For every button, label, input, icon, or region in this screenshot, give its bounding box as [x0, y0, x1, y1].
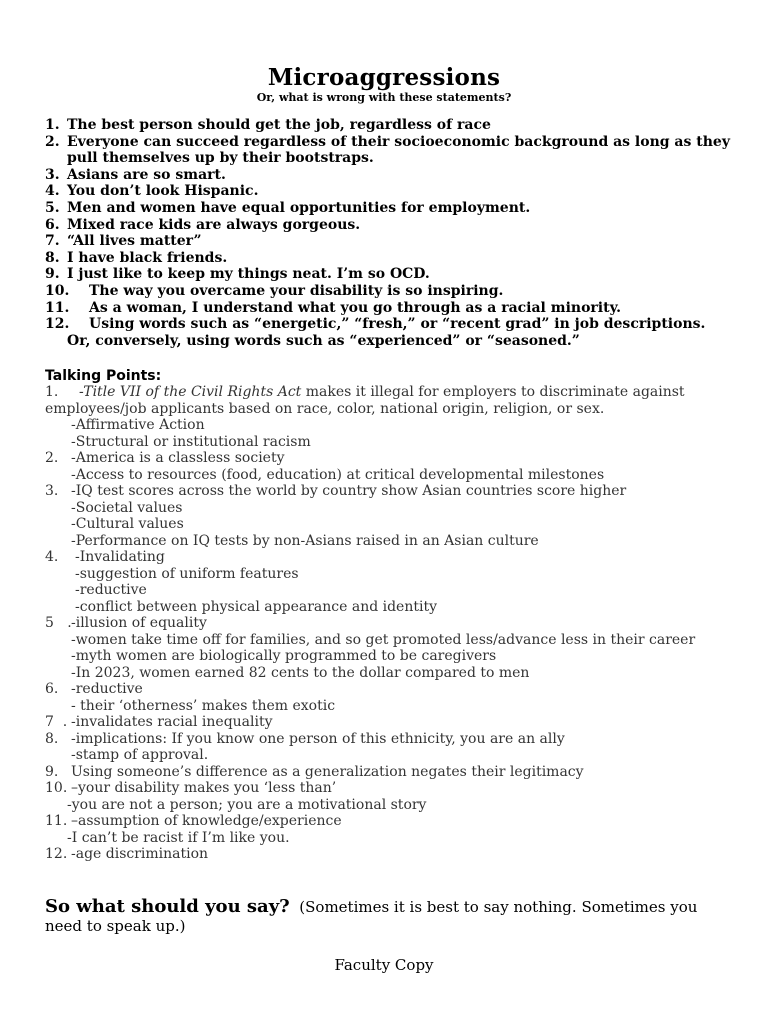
statement-text: The best person should get the job, regardless of race: [67, 117, 491, 133]
statement-item: [45, 283, 745, 300]
statement-text: Mixed race kids are always gorgeous.: [67, 216, 361, 233]
statement-text: The way you overcame your disability is so inspiring.: [89, 282, 504, 299]
talking-point-number: 4.: [45, 549, 59, 565]
talking-point-text: -reductive: [71, 681, 143, 697]
talking-point-line: [45, 582, 745, 599]
talking-point-line: [45, 632, 745, 649]
talking-point-text: -Cultural values: [71, 516, 184, 532]
talking-point-text: -Invalidating: [75, 549, 165, 565]
talking-point-line: [45, 566, 745, 583]
talking-point-text: -illusion of equality: [71, 615, 207, 631]
talking-point-number: 9.: [45, 763, 59, 780]
statement-item: [45, 167, 745, 184]
talking-point-text: -invalidates racial inequality: [71, 714, 273, 730]
statement-text: Using words such as “energetic,” “fresh,” or “recent grad” in job descriptions.: [89, 316, 706, 333]
statement-item: [45, 233, 745, 250]
talking-point-line: [45, 665, 745, 682]
talking-point-text: -Affirmative Action: [71, 417, 205, 433]
talking-point-number: 8.: [45, 730, 59, 747]
talking-point-line: [45, 797, 745, 814]
talking-point-text: -conflict between physical appearance and identity: [75, 598, 437, 615]
talking-point-line: [45, 500, 745, 517]
talking-point-number: 10.: [45, 780, 68, 796]
what-to-say-section: [45, 897, 725, 936]
statement-item: [45, 183, 745, 200]
talking-point-line: [45, 533, 745, 550]
statement-number: 8.: [45, 249, 60, 266]
talking-point-text: makes it illegal for employers to discriminate against: [301, 384, 685, 400]
statement-number: 12.: [45, 316, 70, 333]
talking-point-text: -Societal values: [71, 499, 183, 516]
talking-point-text: -myth women are biologically programmed to be caregivers: [71, 648, 497, 664]
talking-point-italic-text: -Title VII of the Civil Rights Act: [79, 384, 302, 400]
talking-point-text: -Performance on IQ tests by non-Asians raised in an Asian culture: [71, 532, 539, 549]
talking-point-text: -women take time off for families, and so get promoted less/advance less in their career: [71, 631, 696, 648]
talking-point-line: [45, 401, 745, 418]
talking-point-number: 6.: [45, 681, 59, 697]
statement-number: 1.: [45, 117, 60, 133]
talking-point-number: 5 .: [45, 615, 72, 631]
talking-point-line: [45, 483, 745, 500]
talking-point-line: [45, 764, 745, 781]
statement-text: Asians are so smart.: [67, 166, 226, 183]
talking-points-list: [45, 384, 745, 863]
statement-item: [45, 134, 745, 151]
talking-point-number: 12.: [45, 846, 68, 862]
statement-item: [45, 200, 745, 217]
talking-point-number: 3.: [45, 483, 59, 499]
page-title: Microaggressions: [267, 64, 501, 91]
talking-point-line: [45, 467, 745, 484]
talking-point-text: –your disability makes you ‘less than’: [71, 780, 337, 796]
statement-text: Or, conversely, using words such as “experienced” or “seasoned.”: [67, 332, 580, 349]
talking-point-text: Using someone’s difference as a generalization negates their legitimacy: [71, 763, 584, 780]
statement-number: 6.: [45, 216, 60, 233]
talking-point-line: [45, 599, 745, 616]
statement-text: I have black friends.: [67, 249, 228, 266]
statement-text: “All lives matter”: [67, 233, 202, 250]
talking-point-text: -you are not a person; you are a motivational story: [67, 796, 427, 813]
talking-point-text: - their ‘otherness’ makes them exotic: [71, 697, 336, 714]
talking-point-text: -reductive: [75, 582, 147, 598]
statement-text: pull themselves up by their bootstraps.: [67, 150, 374, 167]
talking-point-text: -stamp of approval.: [71, 747, 209, 763]
talking-point-line: [45, 434, 745, 451]
talking-point-line: [45, 846, 745, 863]
talking-point-text: -age discrimination: [71, 846, 209, 862]
talking-point-line: [45, 813, 745, 830]
what-to-say-text: (Sometimes it is best to say nothing. Sometimes you need to speak up.): [45, 898, 698, 935]
talking-point-line: [45, 549, 745, 566]
talking-point-line: [45, 516, 745, 533]
talking-point-text: employees/job applicants based on race, color, national origin, religion, or sex.: [45, 400, 605, 417]
talking-point-number: 2.: [45, 450, 59, 466]
talking-point-line: [45, 714, 745, 731]
statement-item: [45, 300, 745, 317]
talking-point-number: 7 .: [45, 714, 68, 730]
what-to-say-heading: So what should you say?: [45, 896, 290, 917]
talking-point-text: -Structural or institutional racism: [71, 433, 311, 450]
talking-point-line: [45, 731, 745, 748]
statement-text: Men and women have equal opportunities for employment.: [67, 199, 531, 216]
talking-point-text: -America is a classless society: [71, 450, 285, 466]
talking-point-number: 11.: [45, 813, 68, 829]
page-subtitle: Or, what is wrong with these statements?: [256, 91, 512, 104]
talking-point-text: -implications: If you know one person of this ethnicity, you are an ally: [71, 730, 565, 747]
talking-point-line: [45, 747, 745, 764]
statement-number: 3.: [45, 166, 60, 183]
statement-number: 11.: [45, 299, 70, 316]
talking-point-line: [45, 698, 745, 715]
talking-point-line: [45, 648, 745, 665]
talking-point-line: [45, 681, 745, 698]
statement-number: 5.: [45, 199, 60, 216]
talking-point-text: -I can’t be racist if I’m like you.: [67, 829, 290, 846]
statement-item: [45, 266, 745, 283]
statement-text: I just like to keep my things neat. I’m so OCD.: [67, 266, 430, 283]
talking-points-heading: Talking Points:: [45, 368, 162, 384]
talking-point-text: -In 2023, women earned 82 cents to the dollar compared to men: [71, 664, 530, 681]
footer-faculty-copy: Faculty Copy: [334, 956, 434, 974]
statement-number: 10.: [45, 282, 70, 299]
statement-item: [45, 150, 745, 167]
statement-number: 7.: [45, 233, 60, 250]
statement-item: [45, 250, 745, 267]
statement-item: [45, 117, 745, 134]
statement-text: Everyone can succeed regardless of their socioeconomic background as long as they: [67, 133, 730, 150]
talking-point-line: [45, 384, 745, 401]
talking-point-text: -IQ test scores across the world by country show Asian countries score higher: [71, 483, 627, 499]
statement-number: 4.: [45, 183, 60, 200]
statement-text: As a woman, I understand what you go through as a racial minority.: [89, 299, 621, 316]
talking-point-text: –assumption of knowledge/experience: [71, 813, 342, 829]
talking-point-line: [45, 615, 745, 632]
statement-item: [45, 316, 745, 333]
statements-list: [45, 117, 745, 349]
talking-point-text: -Access to resources (food, education) at critical developmental milestones: [71, 466, 605, 483]
statement-item: [45, 217, 745, 234]
talking-point-line: [45, 780, 745, 797]
talking-point-line: [45, 417, 745, 434]
talking-point-line: [45, 830, 745, 847]
talking-point-line: [45, 450, 745, 467]
statement-text: You don’t look Hispanic.: [67, 183, 259, 200]
talking-point-text: -suggestion of uniform features: [75, 565, 299, 582]
statement-number: 2.: [45, 133, 60, 150]
talking-point-number: 1.: [45, 384, 59, 400]
statement-item: [45, 333, 745, 350]
statement-number: 9.: [45, 266, 60, 283]
